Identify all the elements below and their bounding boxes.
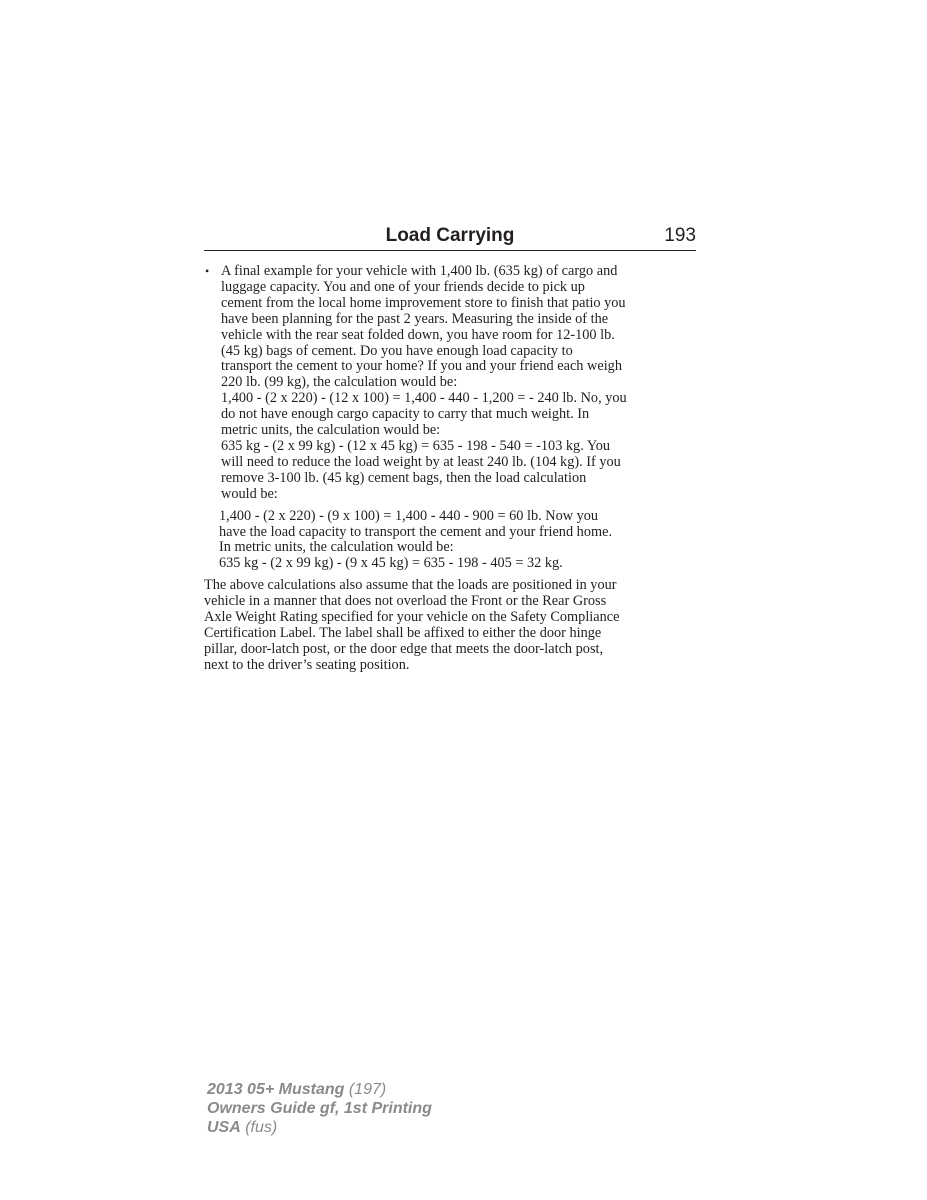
- text-line: do not have enough cargo capacity to carry that much weight. In: [221, 406, 590, 423]
- footer-line-3: [207, 1118, 432, 1137]
- print-footer: [207, 1080, 432, 1137]
- text-line: 1,400 - (2 x 220) - (12 x 100) = 1,400 - 440 - 1,200 = - 240 lb. No, you: [221, 390, 627, 407]
- text-line: vehicle with the rear seat folded down, you have room for 12-100 lb.: [221, 326, 615, 343]
- page-header: [204, 224, 696, 251]
- text-line: (45 kg) bags of cement. Do you have enough load capacity to: [221, 342, 573, 359]
- bullet-item: [204, 264, 704, 572]
- text-line: pillar, door-latch post, or the door edge that meets the door-latch post,: [204, 640, 604, 657]
- text-line: 635 kg - (2 x 99 kg) - (9 x 45 kg) = 635 - 198 - 405 = 32 kg.: [219, 555, 563, 572]
- footer-line-2: [207, 1099, 432, 1118]
- text-line: next to the driver’s seating position.: [204, 656, 410, 673]
- bullet-paragraph-2: [219, 509, 704, 573]
- text-line: 635 kg - (2 x 99 kg) - (12 x 45 kg) = 635 - 198 - 540 = -103 kg. You: [221, 437, 611, 454]
- text-line: A final example for your vehicle with 1,400 lb. (635 kg) of cargo and: [221, 263, 618, 279]
- text-line: will need to reduce the load weight by at least 240 lb. (104 kg). If you: [221, 453, 621, 470]
- footer-printing: Owners Guide gf, 1st Printing: [207, 1100, 432, 1117]
- text-line: Certification Label. The label shall be affixed to either the door hinge: [204, 624, 602, 641]
- text-line: vehicle in a manner that does not overload the Front or the Rear Gross: [204, 593, 607, 610]
- footer-line-1: [207, 1080, 432, 1099]
- text-line: have the load capacity to transport the cement and your friend home.: [219, 523, 613, 540]
- text-line: luggage capacity. You and one of your friends decide to pick up: [221, 278, 585, 295]
- text-line: have been planning for the past 2 years. Measuring the inside of the: [221, 310, 609, 327]
- page-content: [204, 262, 704, 674]
- text-line: metric units, the calculation would be:: [221, 422, 441, 439]
- text-line: 220 lb. (99 kg), the calculation would be:: [221, 374, 458, 391]
- text-line: In metric units, the calculation would be:: [219, 539, 454, 556]
- text-line: would be:: [221, 485, 278, 502]
- text-line: remove 3-100 lb. (45 kg) cement bags, then the load calculation: [221, 469, 587, 486]
- text-line: The above calculations also assume that the loads are positioned in your: [204, 577, 617, 594]
- page-number: 193: [664, 225, 696, 246]
- text-line: cement from the local home improvement store to finish that patio you: [221, 294, 626, 311]
- section-title: Load Carrying: [385, 225, 515, 246]
- footer-market: USA: [207, 1119, 241, 1136]
- text-line: Axle Weight Rating specified for your vehicle on the Safety Compliance: [204, 609, 620, 626]
- body-paragraph: [204, 578, 704, 673]
- footer-model-code: (197): [344, 1081, 387, 1098]
- text-line: 1,400 - (2 x 220) - (9 x 100) = 1,400 - 440 - 900 = 60 lb. Now you: [219, 507, 599, 524]
- text-line: transport the cement to your home? If you and your friend each weigh: [221, 358, 622, 375]
- bullet-icon: •: [205, 264, 210, 278]
- footer-market-code: (fus): [240, 1119, 278, 1136]
- footer-model: 2013 05+ Mustang: [207, 1081, 345, 1098]
- bullet-paragraph-1: [221, 264, 704, 503]
